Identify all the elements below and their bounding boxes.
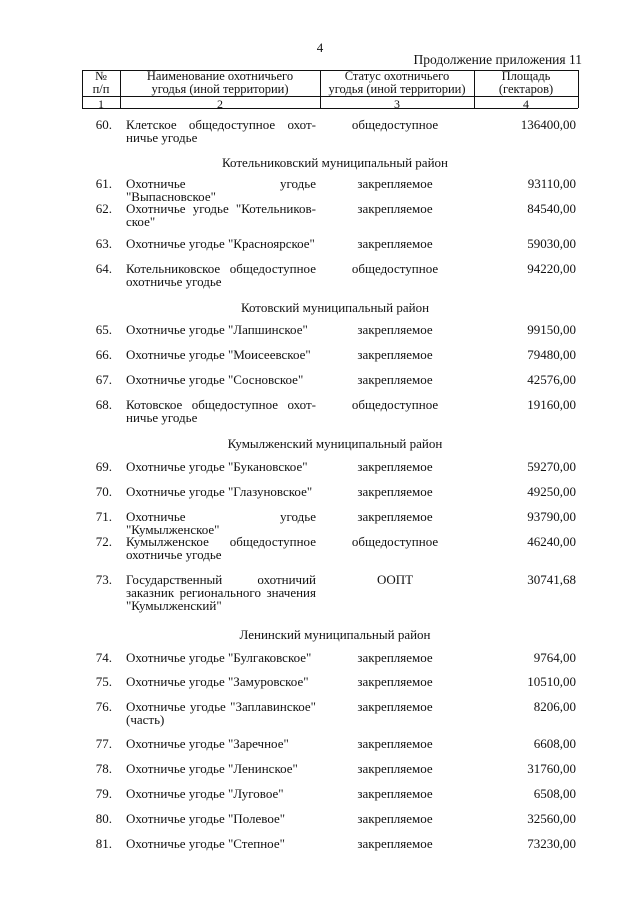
row-number: 77.	[95, 736, 112, 751]
row-status: закрепляемое	[357, 176, 433, 191]
row-status: закрепляемое	[357, 736, 433, 751]
row-status: ООПТ	[376, 572, 414, 587]
row-number: 63.	[95, 236, 112, 251]
header-number-2: 2	[217, 97, 223, 111]
row-number: 64.	[95, 261, 112, 276]
row-number: 65.	[95, 322, 112, 337]
row-area: 136400,00	[520, 117, 576, 132]
row-status: общедоступное	[351, 261, 439, 276]
row-name	[126, 837, 316, 850]
row-status: закрепляемое	[357, 836, 433, 851]
row-status: закрепляемое	[357, 372, 433, 387]
row-area: 59270,00	[527, 459, 576, 474]
row-name	[126, 262, 316, 288]
row-status: закрепляемое	[357, 650, 433, 665]
row-status: закрепляемое	[357, 322, 433, 337]
row-area: 42576,00	[527, 372, 576, 387]
row-name-line: Охотничье угодье "Булгаковское"	[126, 650, 312, 665]
row-name-line: Охотничье угодье "Ленинское"	[126, 761, 298, 776]
row-name-line: Охотничье угодье "Котельников-	[126, 201, 316, 216]
row-name-line: ское"	[126, 214, 156, 229]
row-area: 9764,00	[533, 650, 576, 665]
row-name	[126, 762, 316, 775]
row-name	[126, 812, 316, 825]
row-area: 49250,00	[527, 484, 576, 499]
district-heading: Ленинский муниципальный район	[239, 627, 431, 642]
row-status: закрепляемое	[357, 761, 433, 776]
row-name	[126, 535, 316, 561]
row-area: 79480,00	[527, 347, 576, 362]
district-heading: Кумылженский муниципальный район	[227, 436, 443, 451]
row-name-line: охотничье угодье	[126, 274, 222, 289]
district-heading: Котовский муниципальный район	[240, 300, 430, 315]
row-name	[126, 237, 316, 250]
row-name	[126, 373, 316, 386]
row-area: 8206,00	[533, 699, 576, 714]
row-name-line: Охотничье угодье "Глазуновское"	[126, 484, 313, 499]
row-number: 81.	[95, 836, 112, 851]
row-number: 79.	[95, 786, 112, 801]
row-status: закрепляемое	[357, 201, 433, 216]
row-name-line: заказник регионального значения	[126, 585, 316, 600]
header-col-status: Статус охотничьего угодья (иной территории)	[328, 69, 466, 96]
district-heading: Котельниковский муниципальный район	[222, 155, 448, 170]
row-name-line: (часть)	[126, 712, 165, 727]
row-name-line: Кумылженское общедоступное	[126, 534, 316, 549]
row-name-line: ничье угодье	[126, 410, 198, 425]
row-name	[126, 323, 316, 336]
row-number: 61.	[95, 176, 112, 191]
row-name-line: Охотничье угодье "Заречное"	[126, 736, 289, 751]
row-area: 73230,00	[527, 836, 576, 851]
row-area: 6508,00	[533, 786, 576, 801]
header-col-area: Площадь (гектаров)	[498, 69, 554, 96]
row-area: 30741,68	[527, 572, 576, 587]
row-name	[126, 700, 316, 726]
row-name-line: "Кумылженский"	[126, 598, 222, 613]
row-name-line: Охотничье угодье "Выпасновское"	[126, 176, 316, 204]
row-name-line: Охотничье угодье "Полевое"	[126, 811, 286, 826]
row-status: закрепляемое	[357, 699, 433, 714]
row-status: закрепляемое	[357, 811, 433, 826]
row-name-line: Охотничье угодье "Моисеевское"	[126, 347, 311, 362]
header-number-3: 3	[394, 97, 400, 111]
row-name-line: Охотничье угодье "Кумылженское"	[126, 509, 316, 537]
row-name-line: ничье угодье	[126, 130, 198, 145]
row-area: 93790,00	[527, 509, 576, 524]
row-status: закрепляемое	[357, 786, 433, 801]
row-status: общедоступное	[351, 117, 439, 132]
row-name-line: Охотничье угодье "Лапшинское"	[126, 322, 308, 337]
row-name-line: Охотничье угодье "Красноярское"	[126, 236, 315, 251]
row-area: 93110,00	[527, 176, 576, 191]
row-status: закрепляемое	[357, 484, 433, 499]
row-status: закрепляемое	[357, 509, 433, 524]
row-name-line: Котовское общедоступное охот-	[126, 397, 316, 412]
row-number: 67.	[95, 372, 112, 387]
row-name	[126, 348, 316, 361]
row-area: 59030,00	[527, 236, 576, 251]
row-status: общедоступное	[351, 534, 439, 549]
row-number: 75.	[95, 674, 112, 689]
header-number-4: 4	[523, 97, 529, 111]
row-name	[126, 460, 316, 473]
row-name-line: Государственный охотничий	[126, 572, 316, 587]
row-number: 66.	[95, 347, 112, 362]
row-name	[126, 485, 316, 498]
row-number: 73.	[95, 572, 112, 587]
row-status: закрепляемое	[357, 347, 433, 362]
row-name	[126, 787, 316, 800]
row-area: 94220,00	[527, 261, 576, 276]
row-number: 68.	[95, 397, 112, 412]
row-number: 76.	[95, 699, 112, 714]
row-number: 71.	[95, 509, 112, 524]
page-number: 4	[316, 40, 324, 55]
row-name	[126, 737, 316, 750]
row-name-line: Охотничье угодье "Замуровское"	[126, 674, 309, 689]
header-col-name: Наименование охотничьего угодья (иной территории)	[146, 69, 294, 96]
row-name-line: охотничье угодье	[126, 547, 222, 562]
row-number: 60.	[95, 117, 112, 132]
row-name-line: Охотничье угодье "Букановское"	[126, 459, 308, 474]
header-col-number: № п/п	[92, 69, 110, 96]
row-name	[126, 177, 316, 203]
row-area: 10510,00	[527, 674, 576, 689]
row-area: 6608,00	[533, 736, 576, 751]
row-status: общедоступное	[351, 397, 439, 412]
row-area: 32560,00	[527, 811, 576, 826]
table-header	[82, 69, 578, 111]
continuation-note: Продолжение приложения 11	[413, 52, 582, 67]
row-name	[126, 573, 316, 612]
row-status: закрепляемое	[357, 236, 433, 251]
row-name-line: Клетское общедоступное охот-	[126, 117, 316, 132]
row-name-line: Охотничье угодье "Степное"	[126, 836, 285, 851]
row-area: 99150,00	[527, 322, 576, 337]
row-name	[126, 118, 316, 144]
row-status: закрепляемое	[357, 674, 433, 689]
row-number: 69.	[95, 459, 112, 474]
row-name-line: Охотничье угодье "Луговое"	[126, 786, 284, 801]
row-name	[126, 202, 316, 228]
row-name	[126, 651, 316, 664]
row-area: 84540,00	[527, 201, 576, 216]
row-name-line: Охотничье угодье "Заплавинское"	[126, 699, 316, 714]
row-status: закрепляемое	[357, 459, 433, 474]
row-name-line: Котельниковское общедоступное	[126, 261, 316, 276]
row-area: 46240,00	[527, 534, 576, 549]
row-name	[126, 510, 316, 536]
row-area: 19160,00	[527, 397, 576, 412]
row-name	[126, 398, 316, 424]
row-number: 74.	[95, 650, 112, 665]
header-number-1: 1	[98, 97, 104, 111]
row-number: 70.	[95, 484, 112, 499]
row-number: 62.	[95, 201, 112, 216]
row-number: 72.	[95, 534, 112, 549]
row-area: 31760,00	[527, 761, 576, 776]
row-name-line: Охотничье угодье "Сосновское"	[126, 372, 304, 387]
row-number: 80.	[95, 811, 112, 826]
row-name	[126, 675, 316, 688]
row-number: 78.	[95, 761, 112, 776]
